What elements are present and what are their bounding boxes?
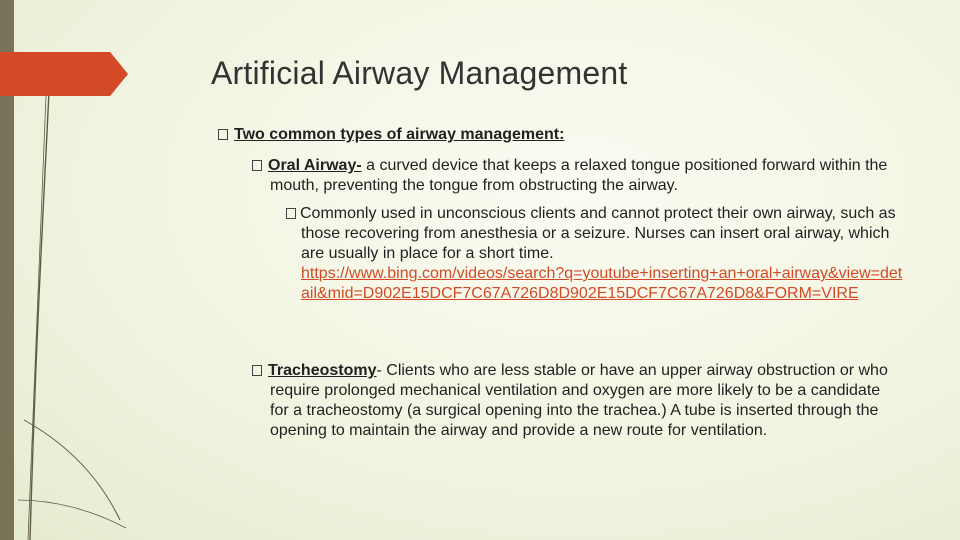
bullet-text: Two common types of airway management:: [234, 126, 565, 143]
term-tracheostomy: Tracheostomy: [268, 362, 377, 379]
checkbox-bullet-icon: [286, 208, 296, 219]
deco-line-2: [28, 96, 46, 540]
bullet-text: - Clients who are less stable or have an upper airway obstruction or who require prolonged mechanical ventilation and oxygen are more likely to be a candidate for a tracheostomy (a surgical opening into the trachea.) A tube is inserted through the opening to maintain the airway and provide a new route for ventilation.: [270, 362, 888, 439]
title-accent-arrow: [0, 52, 128, 96]
checkbox-bullet-icon: [218, 129, 228, 140]
bullet-text: a curved device that keeps a relaxed tongue positioned forward within the mouth, preventing the tongue from obstructing the airway.: [270, 157, 888, 194]
checkbox-bullet-icon: [252, 365, 262, 376]
page-title: Artificial Airway Management: [211, 55, 628, 91]
list-item: [218, 125, 918, 145]
deco-line-1: [30, 70, 50, 540]
video-link[interactable]: https://www.bing.com/videos/search?q=youtube+inserting+an+oral+airway&view=detail&mid=D902E15DCF7C67A726D8D902E15DCF7C67A726D8&FORM=VIRE: [301, 265, 903, 302]
term-oral-airway: Oral Airway-: [268, 157, 362, 174]
deco-line-4: [18, 500, 126, 528]
list-item: [252, 361, 892, 441]
list-item: [252, 156, 912, 196]
bullet-text: Commonly used in unconscious clients and cannot protect their own airway, such as those recovering from anesthesia or a seizure. Nurses can insert oral airway, which are usually in place for a short time.: [300, 205, 896, 262]
list-item: [286, 204, 906, 304]
deco-line-3: [24, 420, 120, 520]
checkbox-bullet-icon: [252, 160, 262, 171]
